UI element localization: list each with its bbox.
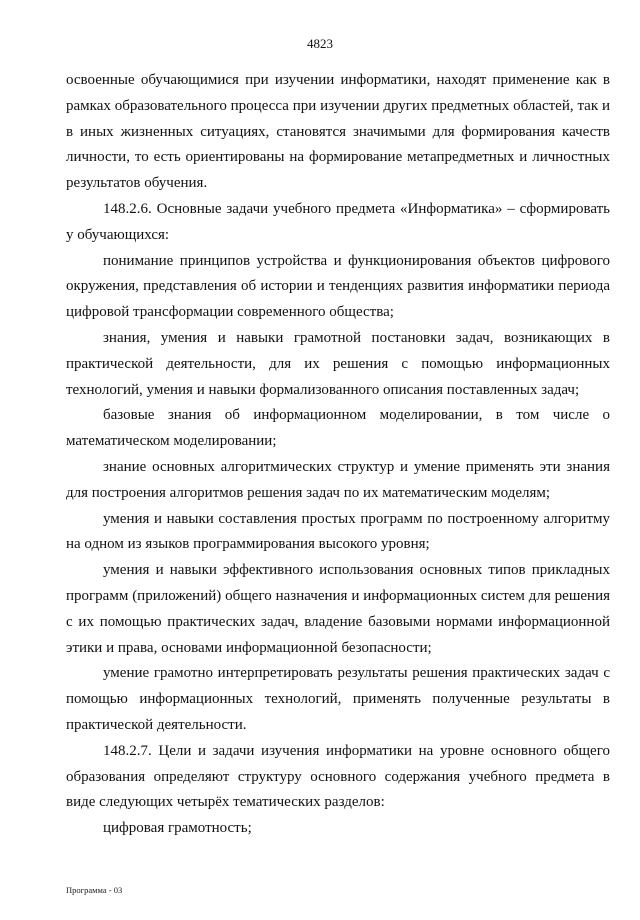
section-item-digital-literacy: цифровая грамотность; (103, 820, 252, 837)
task-item-applications: умения и навыки эффективного использования основных типов прикладных программ (приложений) общего назначения и информационных систем для решения с их помощью практических задач, владение базовыми нормами информационной этики и права, основами информационной безопасности; (66, 562, 610, 656)
footer-program-code: Программа - 03 (66, 885, 123, 895)
paragraph-148-2-7: 148.2.7. Цели и задачи изучения информатики на уровне основного общего образования определяют структуру основного содержания учебного предмета в виде следующих четырёх тематических разделов: (66, 742, 610, 811)
page-number: 4823 (307, 36, 333, 51)
paragraph-continuation: освоенные обучающимися при изучении информатики, находят применение как в рамках образовательного процесса при изучении других предметных областей, так и в иных жизненных ситуациях, становятся значимыми для формирования качеств личности, то есть ориентированы на формирование метапредметных и личностных результатов обучения. (66, 72, 610, 192)
task-item-programming: умения и навыки составления простых программ по построенному алгоритму на одном из языков программирования высокого уровня; (66, 510, 610, 553)
paragraph-148-2-6: 148.2.6. Основные задачи учебного предмета «Информатика» – сформировать у обучающихся: (66, 200, 610, 243)
task-item-digital-environment: понимание принципов устройства и функционирования объектов цифрового окружения, представления об истории и тенденциях развития информатики периода цифровой трансформации современного общества; (66, 252, 610, 321)
task-item-interpretation: умение грамотно интерпретировать результаты решения практических задач с помощью информационных технологий, применять полученные результаты в практической деятельности. (66, 665, 610, 733)
task-item-modeling: базовые знания об информационном моделировании, в том числе о математическом моделировании; (66, 407, 610, 450)
task-item-algorithms: знание основных алгоритмических структур и умение применять эти знания для построения алгоритмов решения задач по их математическим моделям; (66, 458, 610, 501)
body-text (66, 68, 610, 842)
task-item-problem-setting: знания, умения и навыки грамотной постановки задач, возникающих в практической деятельности, для их решения с помощью информационных технологий, умения и навыки формализованного описания поставленных задач; (66, 329, 610, 398)
